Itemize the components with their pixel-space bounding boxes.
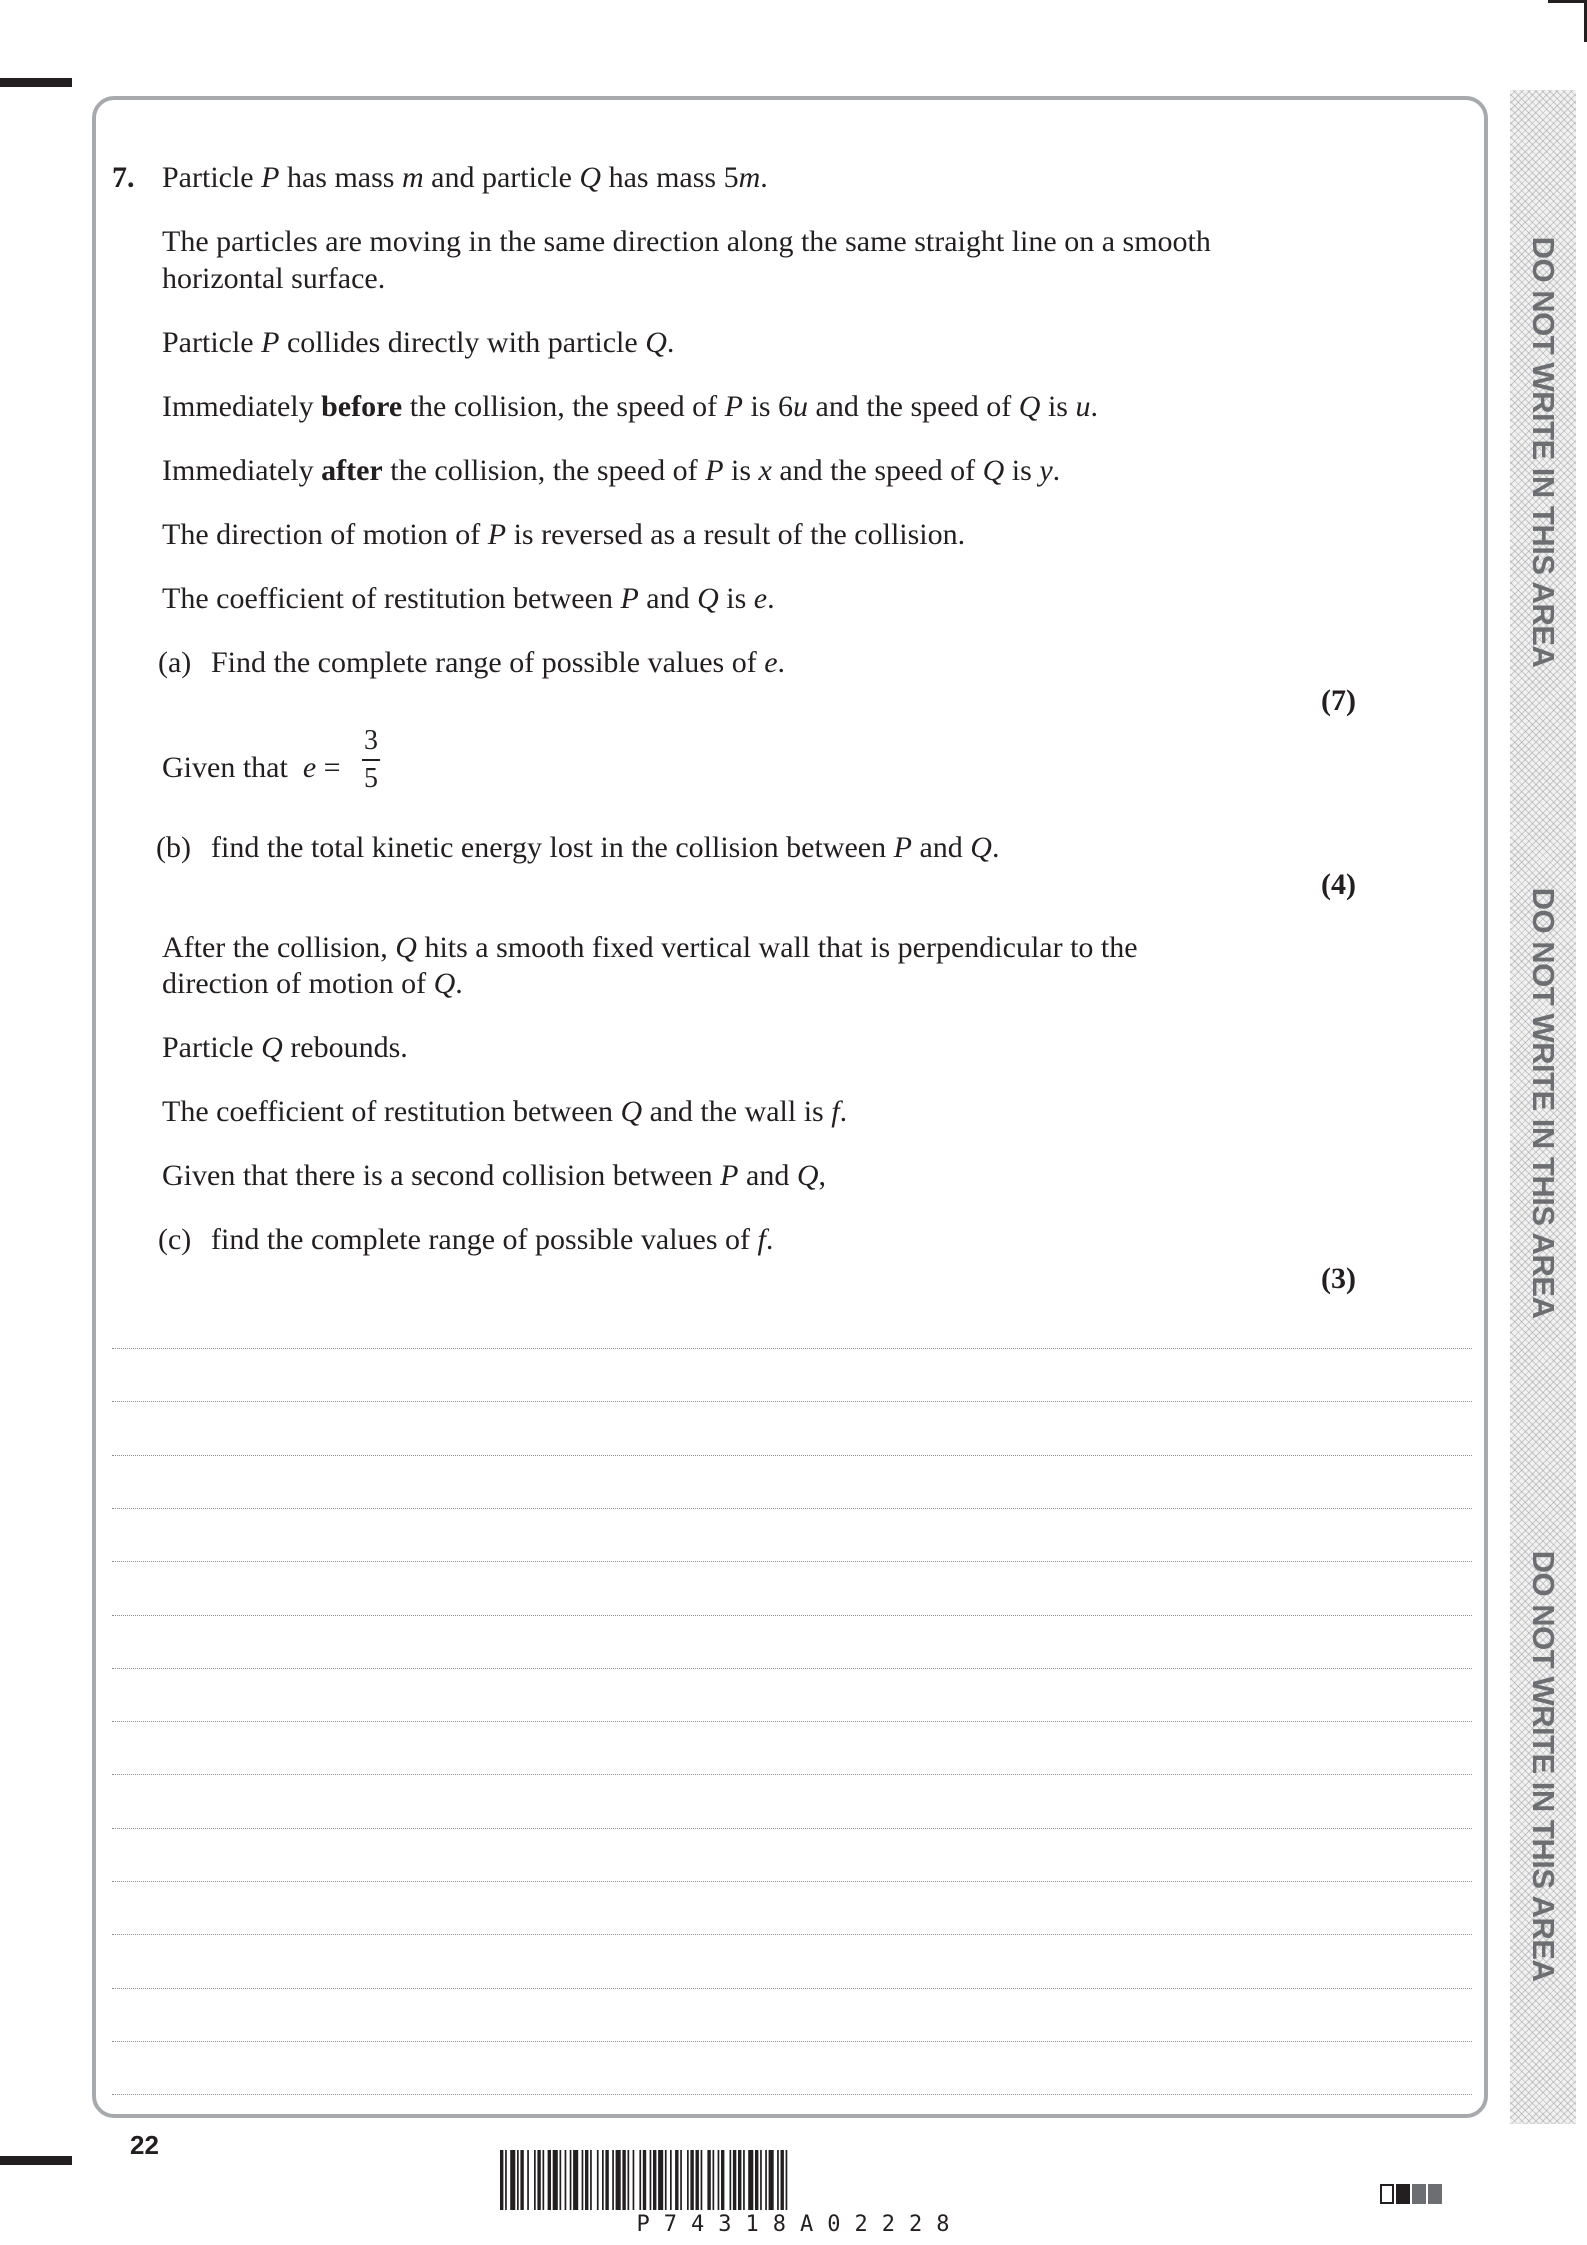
barcode-bar — [500, 2150, 503, 2210]
barcode-bar — [553, 2150, 558, 2210]
progress-box — [1412, 2184, 1426, 2204]
barcode-bar — [713, 2150, 715, 2210]
progress-box — [1380, 2184, 1394, 2204]
barcode-bar — [658, 2150, 663, 2210]
barcode-bar — [517, 2150, 519, 2210]
barcode-bar — [505, 2150, 507, 2210]
moving-text-1: The particles are moving in the same direction along the same straight line on a smooth — [162, 225, 1211, 258]
barcode-bar — [622, 2150, 625, 2210]
barcode-bar — [605, 2150, 608, 2210]
barcode-bar — [786, 2150, 788, 2210]
progress-box — [1428, 2184, 1442, 2204]
barcode-bar — [670, 2150, 672, 2210]
barcode-bar — [616, 2150, 621, 2210]
restitution-text: The coefficient of restitution between P and Q is e. — [162, 582, 775, 615]
answer-line[interactable] — [112, 1988, 1472, 1989]
barcode-bar — [701, 2150, 703, 2210]
barcode-bar — [748, 2150, 753, 2210]
barcode-bar — [743, 2150, 745, 2210]
barcode-bar — [733, 2150, 736, 2210]
part-c-text: find the complete range of possible values of f. — [211, 1223, 774, 1256]
barcode-bar — [543, 2150, 545, 2210]
question-number: 7. — [112, 161, 135, 194]
barcode-bar — [548, 2150, 551, 2210]
barcode-bar — [755, 2150, 758, 2210]
barcode-text: P74318A02228 — [636, 2212, 964, 2237]
moving-text-2: horizontal surface. — [162, 262, 386, 295]
barcode-bar — [590, 2150, 592, 2210]
part-a-text: Find the complete range of possible values of e. — [211, 646, 786, 679]
before-text: Immediately before the collision, the speed of P is 6u and the speed of Q is u. — [162, 390, 1098, 423]
barcode-bar — [639, 2150, 641, 2210]
answer-line[interactable] — [112, 1561, 1472, 1562]
answer-line[interactable] — [112, 2041, 1472, 2042]
fraction-three-fifths — [362, 726, 380, 794]
collides-text: Particle P collides directly with particle Q. — [162, 326, 675, 359]
answer-line[interactable] — [112, 1934, 1472, 1935]
barcode-bar — [721, 2150, 724, 2210]
barcode-bar — [696, 2150, 699, 2210]
barcode-bar — [628, 2150, 630, 2210]
barcode — [500, 2150, 1100, 2210]
direction-text: The direction of motion of P is reversed as a result of the collision. — [162, 518, 966, 551]
question-intro: Particle P has mass m and particle Q has mass 5m. — [162, 161, 768, 194]
fraction-bar — [362, 759, 380, 761]
barcode-bar — [573, 2150, 578, 2210]
part-c-label: (c) — [158, 1223, 192, 1256]
barcode-bar — [738, 2150, 741, 2210]
rebounds-text: Particle Q rebounds. — [162, 1031, 408, 1064]
barcode-bar — [520, 2150, 523, 2210]
answer-line[interactable] — [112, 1774, 1472, 1775]
barcode-bar — [781, 2150, 784, 2210]
barcode-bar — [602, 2150, 604, 2210]
barcode-bar — [718, 2150, 720, 2210]
answer-line[interactable] — [112, 1508, 1472, 1509]
answer-line[interactable] — [112, 1348, 1472, 1349]
answer-line[interactable] — [112, 1615, 1472, 1616]
part-b-marks: (4) — [1321, 868, 1356, 901]
wall-coefficient-text: The coefficient of restitution between Q and the wall is f. — [162, 1095, 848, 1128]
part-a-marks: (7) — [1321, 684, 1356, 717]
page-number: 22 — [130, 2130, 159, 2160]
barcode-bar — [585, 2150, 588, 2210]
given-text: Given that e = — [162, 751, 341, 784]
answer-line[interactable] — [112, 1668, 1472, 1669]
barcode-bar — [765, 2150, 767, 2210]
barcode-bar — [680, 2150, 682, 2210]
wall-text-1: After the collision, Q hits a smooth fixed vertical wall that is perpendicular to the — [162, 931, 1138, 964]
barcode-bar — [675, 2150, 678, 2210]
barcode-bar — [650, 2150, 652, 2210]
after-text: Immediately after the collision, the speed of P is x and the speed of Q is y. — [162, 454, 1061, 487]
part-b-label: (b) — [156, 831, 191, 864]
part-a-label: (a) — [158, 646, 192, 679]
barcode-bar — [570, 2150, 572, 2210]
answer-line[interactable] — [112, 1721, 1472, 1722]
barcode-bar — [653, 2150, 656, 2210]
answer-line[interactable] — [112, 2094, 1472, 2095]
progress-box — [1396, 2184, 1410, 2204]
answer-line[interactable] — [112, 1881, 1472, 1882]
answer-line[interactable] — [112, 1401, 1472, 1402]
answer-line[interactable] — [112, 1828, 1472, 1829]
barcode-bar — [707, 2150, 710, 2210]
barcode-bar — [527, 2150, 529, 2210]
barcode-bar — [537, 2150, 540, 2210]
part-c-marks: (3) — [1321, 1262, 1356, 1295]
barcode-bar — [730, 2150, 732, 2210]
fraction-denominator: 5 — [364, 763, 378, 794]
barcode-bar — [665, 2150, 667, 2210]
barcode-bar — [612, 2150, 614, 2210]
barcode-bar — [597, 2150, 599, 2210]
barcode-bar — [582, 2150, 584, 2210]
barcode-bar — [633, 2150, 635, 2210]
answer-line[interactable] — [112, 1455, 1472, 1456]
corner-mark-horizontal — [1548, 0, 1587, 3]
barcode-bar — [687, 2150, 689, 2210]
registration-mark-top — [0, 78, 72, 87]
wall-text-2: direction of motion of Q. — [162, 967, 463, 1000]
barcode-bar — [760, 2150, 762, 2210]
barcode-bar — [534, 2150, 536, 2210]
barcode-bar — [510, 2150, 515, 2210]
barcode-bar — [565, 2150, 567, 2210]
page-progress-indicator — [1380, 2184, 1442, 2204]
barcode-bar — [777, 2150, 779, 2210]
part-b-text: find the total kinetic energy lost in the collision between P and Q. — [211, 831, 1000, 864]
second-collision-text: Given that there is a second collision between P and Q, — [162, 1159, 826, 1192]
barcode-bar — [769, 2150, 774, 2210]
barcode-bar — [690, 2150, 693, 2210]
barcode-bar — [560, 2150, 562, 2210]
barcode-bar — [643, 2150, 646, 2210]
fraction-numerator: 3 — [364, 725, 378, 756]
registration-mark-bottom — [0, 2156, 72, 2165]
